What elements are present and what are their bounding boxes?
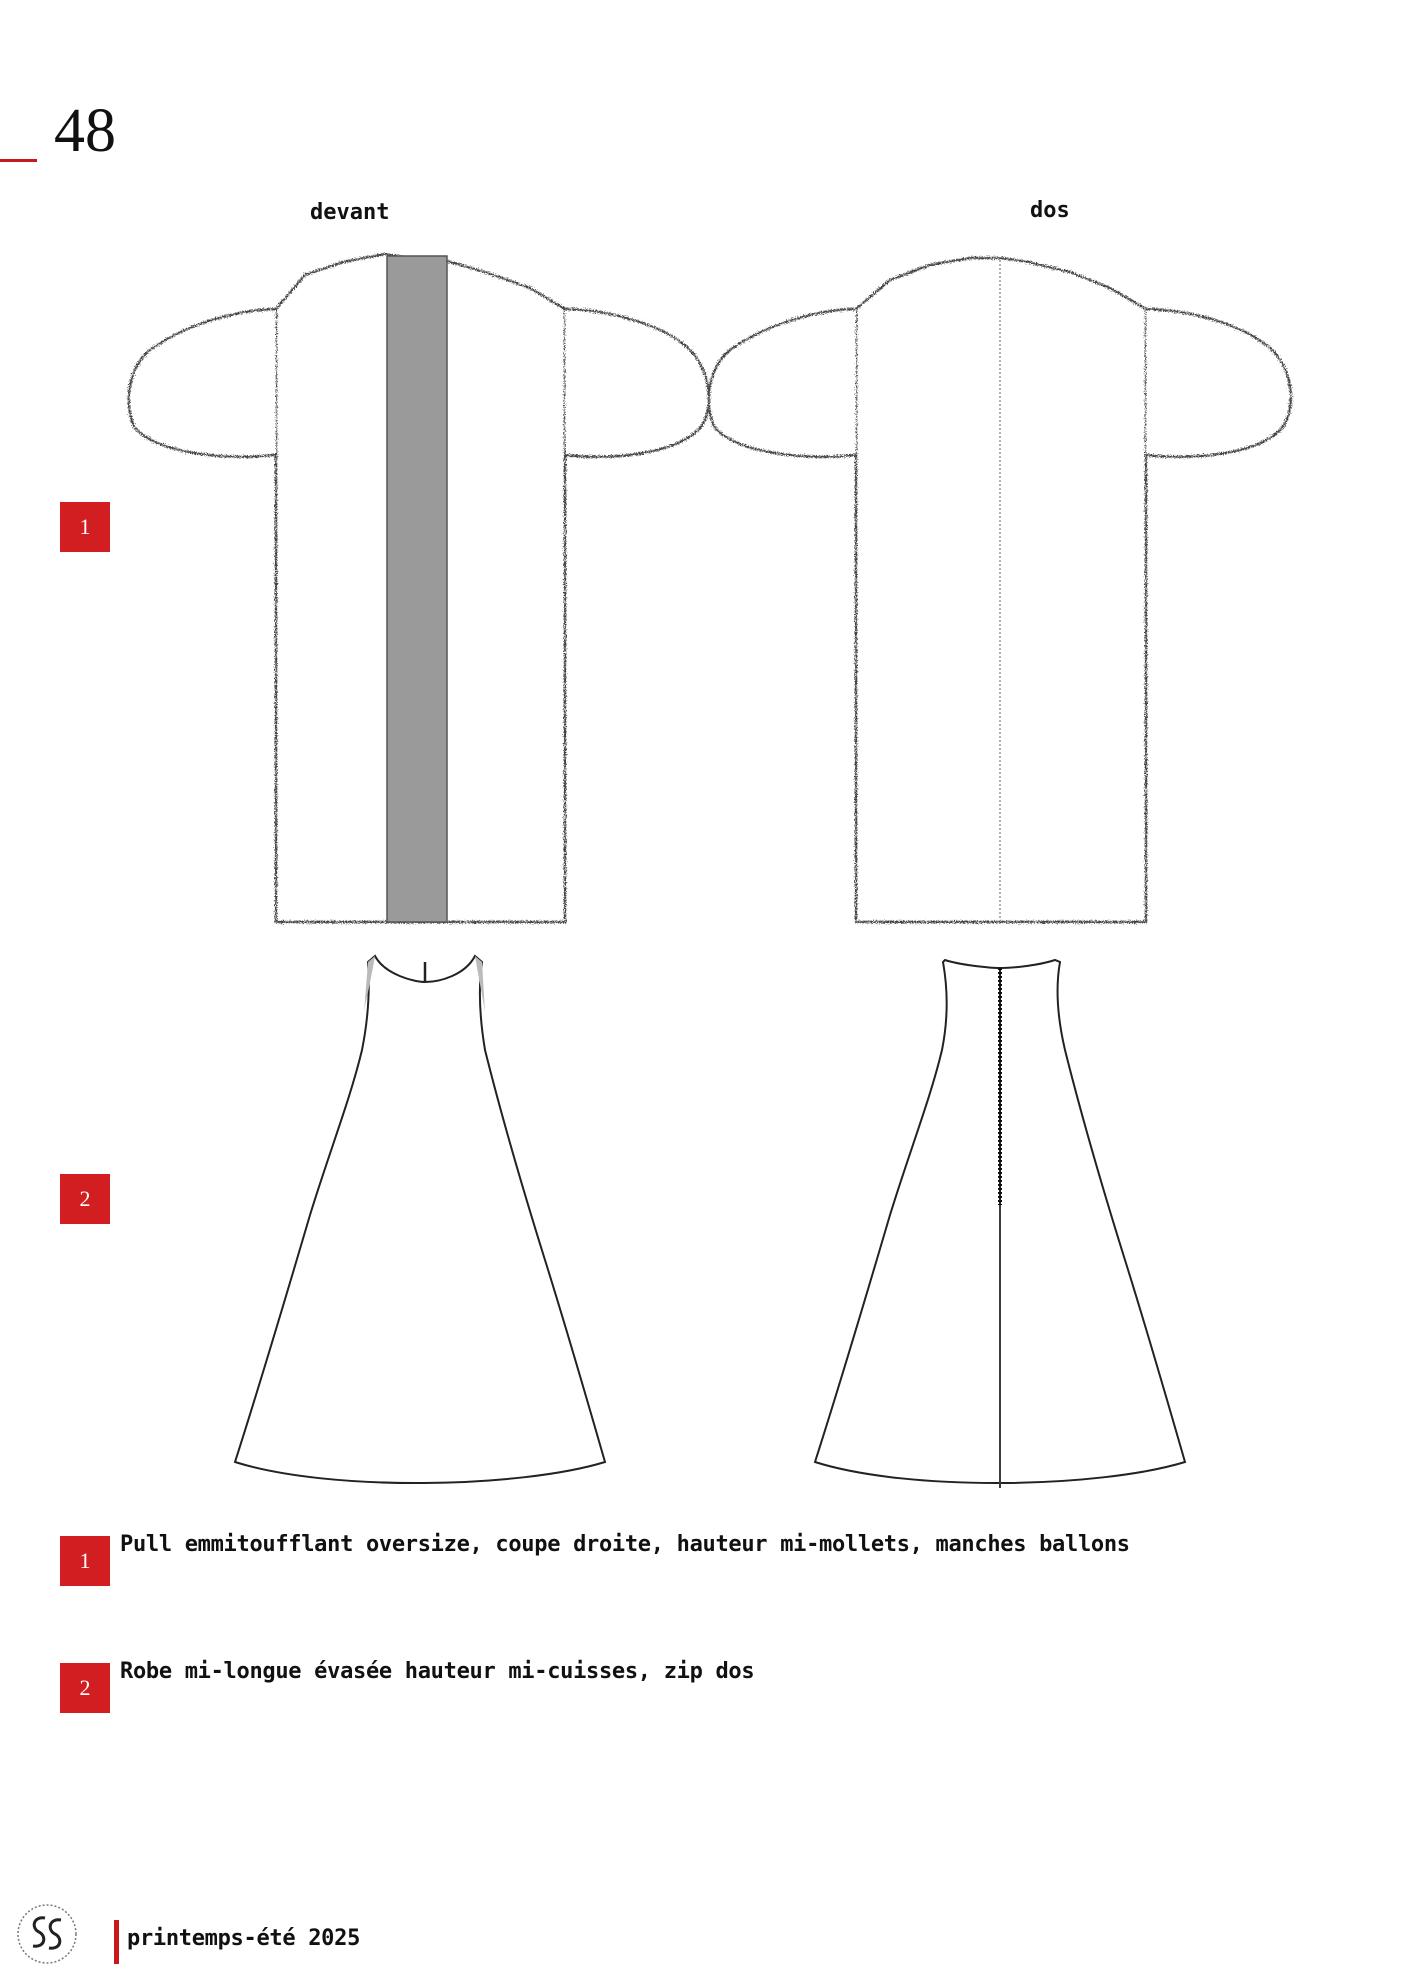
item-2-description: Robe mi-longue évasée hauteur mi-cuisses, zip dos: [120, 1659, 755, 1684]
item-1-list-badge: 1: [60, 1536, 110, 1586]
back-view-label: dos: [1030, 198, 1070, 223]
item-2-list-badge: 2: [60, 1663, 110, 1713]
brand-monogram-icon: [15, 1902, 79, 1966]
front-view-label: devant: [310, 200, 390, 225]
item-1-description: Pull emmitoufflant oversize, coupe droite, hauteur mi-mollets, manches ballons: [120, 1532, 1130, 1557]
item-2-badge: 2: [60, 1174, 110, 1224]
page-number: 48: [54, 97, 116, 165]
sweater-front-center-band: [387, 256, 447, 922]
footer-season: printemps-été 2025: [127, 1926, 361, 1951]
dress-back-drawing: [815, 960, 1185, 1488]
dress-front-drawing: [235, 956, 605, 1483]
item-1-badge: 1: [60, 502, 110, 552]
footer-accent-bar: [114, 1920, 119, 1964]
